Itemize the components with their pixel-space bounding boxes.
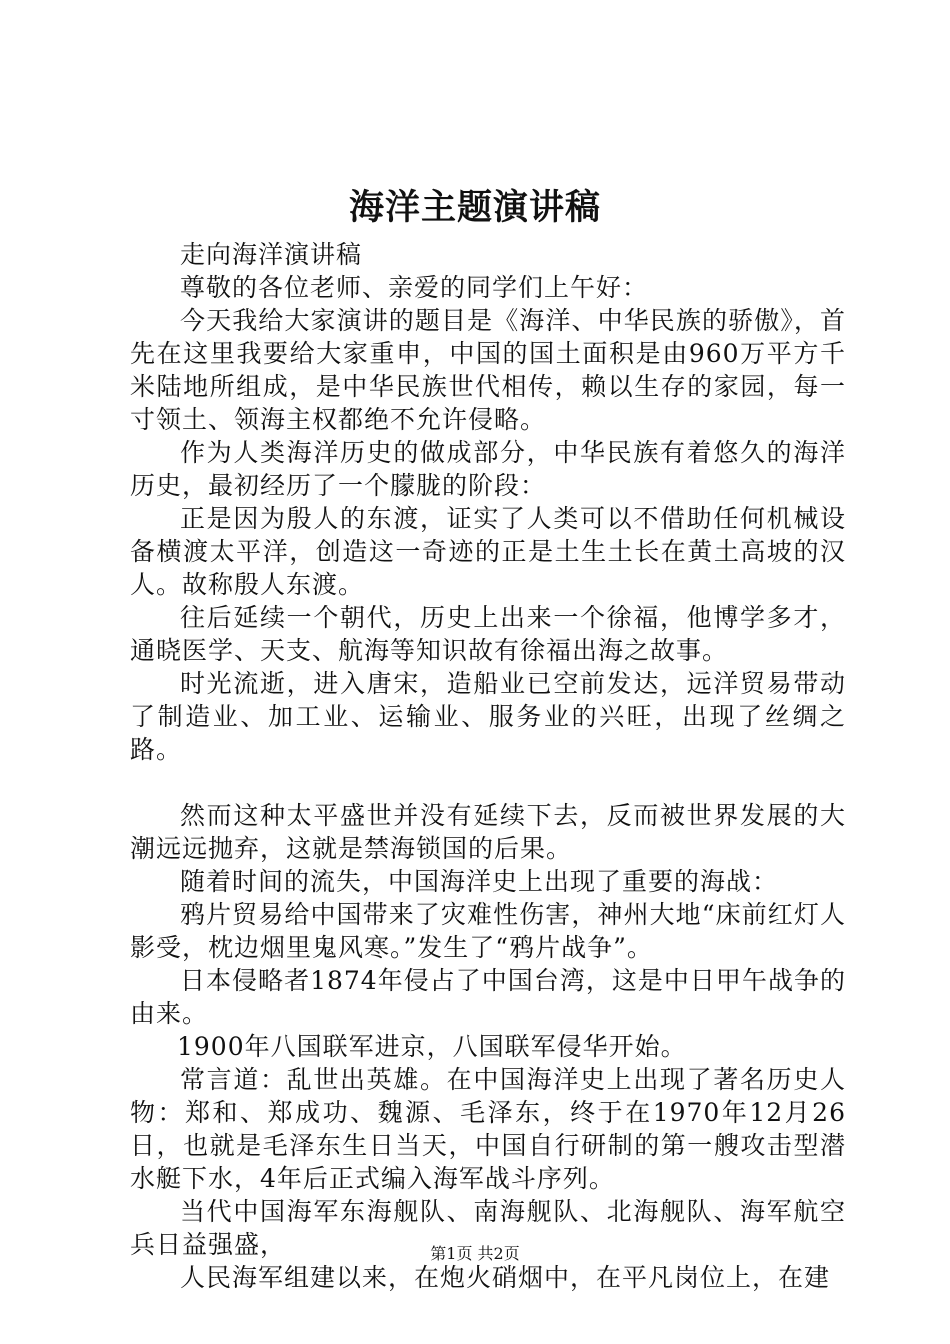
paragraph: 人民海军组建以来，在炮火硝烟中，在平凡岗位上，在建 — [180, 1263, 831, 1292]
paragraph: 常言道：乱世出英雄。在中国海洋史上出现了著名历史人物：郑和、郑成功、魏源、毛泽东，终于在1970年12月26日，也就是毛泽东生日当天，中国自行研制的第一艘攻击型潜水艇下水，4年后正式编入海军战斗序列。 — [130, 1065, 846, 1193]
paragraph: 今天我给大家演讲的题目是《海洋、中华民族的骄傲》，首先在这里我要给大家重申，中国的国土面积是由960万平方千米陆地所组成，是中华民族世代相传，赖以生存的家园，每一寸领土、领海主权都绝不允许侵略。 — [130, 306, 846, 434]
paragraph: 日本侵略者1874年侵占了中国台湾，这是中日甲午战争的由来。 — [130, 966, 846, 1028]
paragraph: 1900年八国联军进京，八国联军侵华开始。 — [177, 1032, 687, 1061]
page-number-footer: 第1页 共2页 — [430, 1244, 520, 1263]
paragraph: 时光流逝，进入唐宋，造船业已空前发达，远洋贸易带动了制造业、加工业、运输业、服务业的兴旺，出现了丝绸之路。 — [130, 669, 846, 764]
paragraph: 随着时间的流失，中国海洋史上出现了重要的海战： — [180, 867, 779, 896]
paragraph: 鸦片贸易给中国带来了灾难性伤害，神州大地“床前红灯人影受，枕边烟里鬼风寒。”发生了“鸦片战争”。 — [130, 900, 846, 962]
document-body — [130, 238, 846, 1294]
paragraph: 当代中国海军东海舰队、南海舰队、北海舰队、海军航空兵日益强盛， — [130, 1197, 846, 1259]
paragraph: 往后延续一个朝代，历史上出来一个徐福，他博学多才，通晓医学、天支、航海等知识故有徐福出海之故事。 — [130, 603, 846, 665]
document-title: 海洋主题演讲稿 — [348, 187, 601, 228]
paragraph: 正是因为殷人的东渡，证实了人类可以不借助任何机械设备横渡太平洋，创造这一奇迹的正是土生土长在黄土高坡的汉人。故称殷人东渡。 — [130, 504, 846, 599]
paragraph-subtitle: 走向海洋演讲稿 — [180, 240, 363, 269]
paragraph: 然而这种太平盛世并没有延续下去，反而被世界发展的大潮远远抛弃，这就是禁海锁国的后果。 — [130, 801, 846, 863]
paragraph-greeting: 尊敬的各位老师、亲爱的同学们上午好： — [180, 273, 649, 302]
paragraph: 作为人类海洋历史的做成部分，中华民族有着悠久的海洋历史，最初经历了一个朦胧的阶段： — [130, 438, 846, 500]
